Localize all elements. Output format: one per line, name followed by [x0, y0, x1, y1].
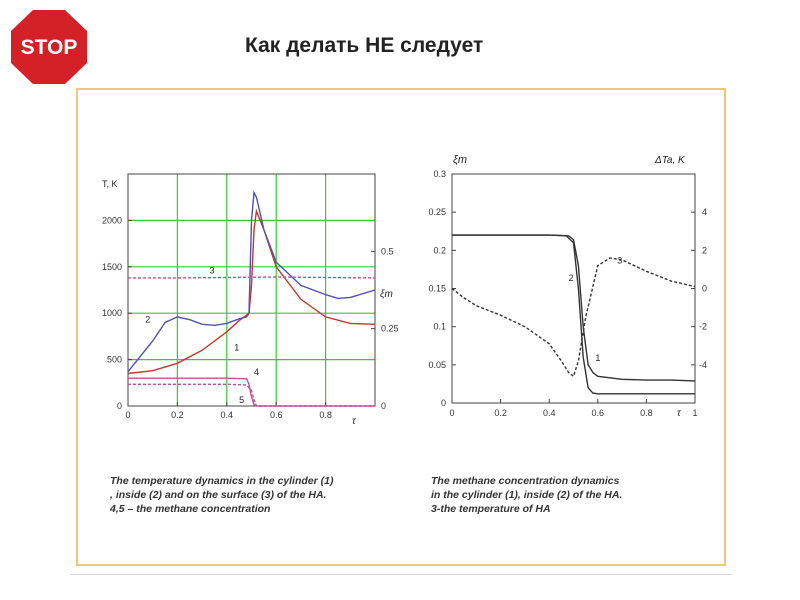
y2-tick-label: 4	[701, 207, 707, 218]
caption-line: The methane concentration dynamics	[431, 475, 620, 487]
y-tick-label: 0	[440, 398, 446, 408]
stop-sign-label: STOP	[20, 36, 78, 59]
series-label-1: 1	[595, 353, 601, 364]
y2-tick-label: 0.25	[381, 323, 399, 334]
y-tick-label: 500	[106, 354, 122, 365]
x-tick-label: 0.2	[494, 408, 507, 418]
slide-title: Как делать НЕ следует	[245, 34, 484, 57]
y2-tick-label: 2	[701, 245, 707, 256]
x-tick-label: 0.6	[591, 408, 605, 418]
y-axis-label: ξm	[453, 154, 468, 166]
stop-sign-icon	[7, 6, 91, 88]
caption-line: in the cylinder (1), inside (2) of the HA.	[431, 489, 623, 501]
caption-left	[110, 474, 333, 516]
y2-tick-label: 0	[701, 283, 707, 294]
y-tick-label: 0.1	[433, 321, 446, 332]
x-tick-label: 0.8	[319, 410, 332, 420]
x-tick-label: 0.4	[542, 408, 556, 418]
methane-chart	[415, 148, 725, 420]
series-label-2: 2	[145, 314, 151, 325]
series-label-1: 1	[234, 342, 240, 353]
y-tick-label: 0	[116, 401, 122, 411]
y2-tick-label: 0.5	[381, 246, 394, 257]
caption-line: The temperature dynamics in the cylinder (1)	[110, 475, 334, 487]
x-tick-label: 0	[449, 408, 455, 418]
caption-line: 3-the temperature of HA	[431, 503, 551, 515]
x-tick-label: 0.6	[269, 410, 283, 420]
x-tick-label: 1	[692, 408, 698, 418]
y-tick-label: 0.3	[433, 169, 446, 179]
y-axis-label: T, K	[102, 179, 118, 189]
x-tick-label: 0	[125, 410, 131, 420]
caption-right	[431, 474, 622, 516]
y2-axis-label: ξm	[380, 289, 393, 300]
y2-tick-label: -2	[698, 321, 707, 332]
plot-area-border	[452, 174, 695, 403]
series-line-2	[452, 235, 695, 394]
bottom-divider	[70, 574, 732, 575]
y-tick-label: 2000	[101, 215, 122, 226]
series-label-4: 4	[253, 367, 259, 378]
y-tick-label: 0.25	[428, 207, 446, 218]
y-tick-label: 0.15	[428, 283, 446, 294]
series-line-1	[452, 235, 695, 381]
x-axis-label: τ	[352, 416, 356, 427]
x-tick-label: 0.4	[220, 410, 234, 420]
x-axis-label: τ	[677, 408, 681, 419]
y-tick-label: 0.2	[433, 245, 446, 256]
x-tick-label: 0.8	[640, 408, 653, 418]
y-tick-label: 1000	[101, 308, 122, 319]
temperature-chart	[90, 165, 410, 435]
series-label-5: 5	[239, 394, 245, 405]
y2-tick-label: -4	[698, 359, 707, 370]
y2-axis-label: ΔTa, K	[655, 155, 685, 166]
caption-line: 4,5 – the methane concentration	[110, 503, 271, 515]
y-tick-label: 0.05	[428, 359, 446, 370]
series-label-2: 2	[568, 272, 574, 283]
x-tick-label: 0.2	[171, 410, 184, 420]
y-tick-label: 1500	[101, 261, 122, 272]
series-label-3: 3	[209, 265, 215, 276]
series-label-3: 3	[617, 255, 623, 266]
y2-tick-label: 0	[381, 401, 387, 411]
caption-line: , inside (2) and on the surface (3) of the HA.	[110, 489, 327, 501]
